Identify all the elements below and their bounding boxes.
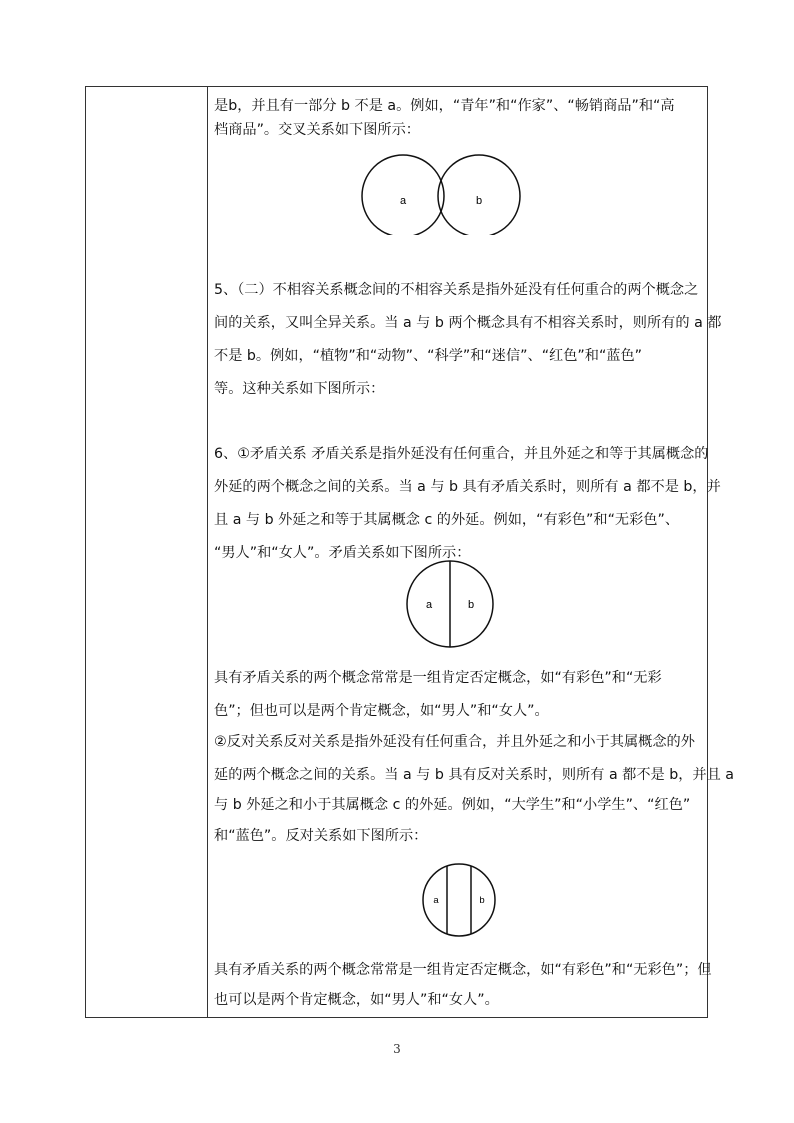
label-b: b	[475, 195, 483, 207]
paragraph-line: 和“蓝色”。反对关系如下图所示：	[214, 828, 428, 844]
contradiction-diagram	[404, 558, 496, 650]
paragraph-line: 5、（二）不相容关系概念间的不相容关系是指外延没有任何重合的两个概念之	[214, 282, 699, 298]
column-divider	[207, 86, 208, 1018]
label-b: b	[479, 895, 485, 906]
paragraph-line: 且 a 与 b 外延之和等于其属概念 c 的外延。例如，“有彩色”和“无彩色”、	[214, 512, 680, 528]
label-b: b	[467, 599, 475, 611]
intersection-diagram	[354, 150, 534, 240]
paragraph-line: 等。这种关系如下图所示：	[214, 381, 385, 397]
paragraph-line: 6、①矛盾关系 矛盾关系是指外延没有任何重合，并且外延之和等于其属概念的	[214, 446, 709, 462]
paragraph-line: 具有矛盾关系的两个概念常常是一组肯定否定概念，如“有彩色”和“无彩	[214, 670, 662, 686]
label-a: a	[433, 895, 439, 906]
paragraph-line: 也可以是两个肯定概念，如“男人”和“女人”。	[214, 992, 499, 1008]
label-a: a	[399, 195, 407, 207]
contrary-diagram	[420, 861, 498, 939]
paragraph-line: 是b，并且有一部分 b 不是 a。例如，“青年”和“作家”、“畅销商品”和“高	[214, 98, 675, 114]
paragraph-line: 色”；但也可以是两个肯定概念，如“男人”和“女人”。	[214, 703, 549, 719]
paragraph-line: 外延的两个概念之间的关系。当 a 与 b 具有矛盾关系时，则所有 a 都不是 b，并	[214, 479, 721, 495]
paragraph-line: ②反对关系反对关系是指外延没有任何重合，并且外延之和小于其属概念的外	[214, 734, 695, 750]
paragraph-line: 不是 b。例如，“植物”和“动物”、“科学”和“迷信”、“红色”和“蓝色”	[214, 348, 643, 364]
paragraph-line: 与 b 外延之和小于其属概念 c 的外延。例如，“大学生”和“小学生”、“红色”	[214, 797, 691, 813]
label-a: a	[425, 599, 433, 611]
page-number: 3	[393, 1042, 401, 1056]
content-cell	[214, 86, 734, 1016]
paragraph-line: 间的关系，又叫全异关系。当 a 与 b 两个概念具有不相容关系时，则所有的 a 都	[214, 315, 722, 331]
paragraph-line: 具有矛盾关系的两个概念常常是一组肯定否定概念，如“有彩色”和“无彩色”；但	[214, 962, 712, 978]
paragraph-line: 档商品”。交叉关系如下图所示：	[214, 122, 420, 138]
paragraph-line: “男人”和“女人”。矛盾关系如下图所示：	[214, 545, 471, 561]
paragraph-line: 延的两个概念之间的关系。当 a 与 b 具有反对关系时，则所有 a 都不是 b，并且 a	[214, 767, 734, 783]
